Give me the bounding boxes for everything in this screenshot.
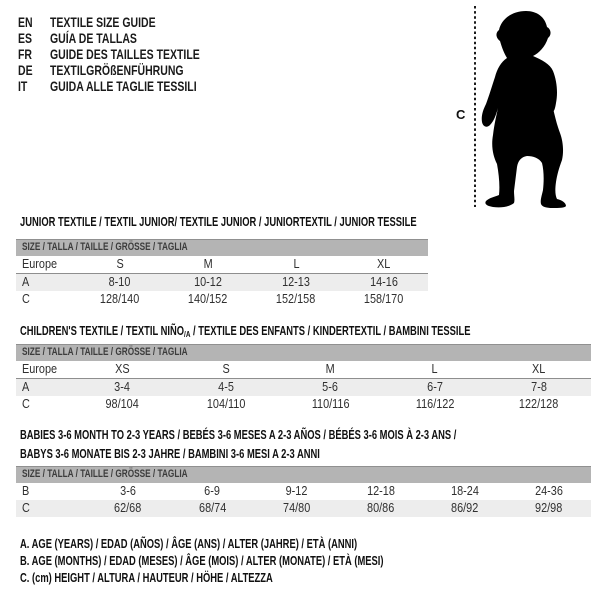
size-header-label: SIZE / TALLA / TAILLE / GRÖSSE / TAGLIA	[22, 468, 188, 480]
cell-value: 80/86	[366, 501, 395, 515]
size-value: XL	[377, 257, 391, 271]
table-row-a	[16, 274, 428, 291]
language-code: FR	[18, 46, 33, 62]
row-label: A	[22, 275, 30, 289]
cell-value: 12-13	[282, 275, 310, 289]
cell-value: 6-7	[426, 380, 443, 394]
baby-silhouette	[482, 11, 566, 208]
language-title: GUIDE DES TAILLES TEXTILE	[50, 46, 200, 62]
title-subscript: /A	[184, 329, 191, 340]
cell-value: 128/140	[100, 292, 140, 306]
language-list	[18, 14, 250, 94]
cell-value: 6-9	[204, 484, 221, 498]
row-label: B	[22, 484, 30, 498]
language-title: TEXTILGRÖßENFÜHRUNG	[50, 62, 184, 78]
language-title: GUIDA ALLE TAGLIE TESSILI	[50, 78, 197, 94]
cell-value: 158/170	[364, 292, 404, 306]
cell-value: 9-12	[285, 484, 308, 498]
size-value: XL	[532, 362, 546, 376]
junior-size-table	[16, 239, 428, 308]
language-title: TEXTILE SIZE GUIDE	[50, 14, 156, 30]
cell-value: 18-24	[450, 484, 479, 498]
cell-value: 4-5	[218, 380, 235, 394]
size-value: M	[203, 257, 213, 271]
size-header-band	[16, 239, 428, 256]
cell-value: 86/92	[451, 501, 479, 515]
size-value: S	[222, 362, 230, 376]
row-label: C	[22, 292, 30, 306]
cell-value: 98/104	[105, 397, 139, 411]
row-label: C	[22, 397, 30, 411]
cell-value: 140/152	[188, 292, 228, 306]
language-code: IT	[18, 78, 28, 94]
cell-value: 24-36	[535, 484, 563, 498]
cell-value: 74/80	[282, 501, 311, 515]
size-header-band	[16, 344, 591, 361]
language-row-en	[18, 14, 250, 30]
row-label: A	[22, 380, 30, 394]
language-code: EN	[18, 14, 33, 30]
footnote-c: C. (cm) HEIGHT / ALTURA / HAUTEUR / HÖHE / ALTEZZA	[20, 571, 273, 585]
size-value: S	[116, 257, 124, 271]
table-row-europe	[16, 361, 591, 379]
size-value: L	[431, 362, 438, 376]
table-row-europe	[16, 256, 428, 274]
language-title: GUÍA DE TALLAS	[50, 30, 137, 46]
cell-value: 5-6	[322, 380, 339, 394]
height-label-c: C	[456, 107, 466, 122]
row-label: Europe	[22, 362, 58, 376]
cell-value: 12-18	[366, 484, 395, 498]
table-row-c	[16, 396, 591, 413]
size-header-band	[16, 466, 591, 483]
table-row-c	[16, 291, 428, 308]
cell-value: 7-8	[531, 380, 547, 394]
size-value: XS	[114, 362, 130, 376]
baby-figure	[455, 4, 580, 211]
size-header-label: SIZE / TALLA / TAILLE / GRÖSSE / TAGLIA	[22, 241, 188, 253]
footnotes	[20, 536, 505, 587]
language-row-fr	[18, 46, 250, 62]
cell-value: 3-4	[114, 380, 130, 394]
cell-value: 62/68	[114, 501, 142, 515]
cell-value: 104/110	[207, 397, 246, 411]
table-row-a	[16, 379, 591, 396]
junior-table-title: JUNIOR TEXTILE / TEXTIL JUNIOR/ TEXTILE JUNIOR / JUNIORTEXTIL / JUNIOR TESSILE	[20, 215, 417, 229]
babies-size-table	[16, 466, 591, 517]
table-row-b	[16, 483, 591, 500]
cell-value: 68/74	[198, 501, 226, 515]
cell-value: 116/122	[415, 397, 454, 411]
cell-value: 10-12	[194, 275, 222, 289]
size-value: L	[292, 257, 300, 271]
footnote-b: B. AGE (MONTHS) / EDAD (MESES) / ÂGE (MOIS) / ALTER (MONATE) / ETÀ (MESI)	[20, 554, 384, 568]
size-header-label: SIZE / TALLA / TAILLE / GRÖSSE / TAGLIA	[22, 346, 188, 358]
footnote-a: A. AGE (YEARS) / EDAD (AÑOS) / ÂGE (ANS) / ALTER (JAHRE) / ETÀ (ANNI)	[20, 537, 358, 551]
cell-value: 92/98	[535, 501, 563, 515]
language-code: DE	[18, 62, 33, 78]
children-size-table	[16, 344, 591, 413]
row-label: Europe	[22, 257, 58, 271]
row-label: C	[22, 501, 30, 515]
language-code: ES	[18, 30, 33, 46]
cell-value: 8-10	[109, 275, 131, 289]
babies-table-title: BABIES 3-6 MONTH TO 2-3 YEARS / BEBÉS 3-6 MESES A 2-3 AÑOS / BÉBÉS 3-6 MOIS À 2-3 ANS / BABYS 3-6 MONATE BIS 2-3 JAHRE / BAMBINI 3-6 MESI A 2-3 ANNI	[20, 428, 457, 461]
cell-value: 122/128	[519, 397, 559, 411]
language-row-it	[18, 78, 250, 94]
cell-value: 110/116	[311, 397, 350, 411]
cell-value: 14-16	[370, 275, 398, 289]
size-value: M	[325, 362, 336, 376]
table-row-c	[16, 500, 591, 517]
cell-value: 152/158	[276, 292, 316, 306]
children-table-title: CHILDREN'S TEXTILE / TEXTIL $NIÑO_{/A}$ / TEXTILE DES ENFANTS / KINDERTEXTIL / BAMBINI TESSILE	[20, 324, 471, 340]
language-row-es	[18, 30, 250, 46]
language-row-de	[18, 62, 250, 78]
cell-value: 3-6	[120, 484, 136, 498]
